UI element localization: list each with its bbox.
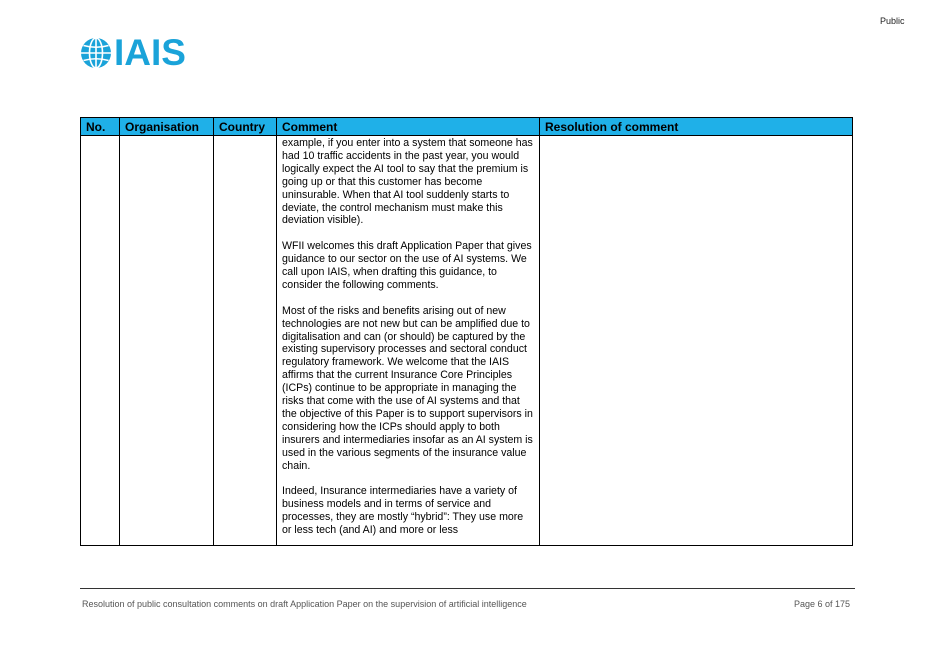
iais-logo bbox=[80, 32, 186, 73]
comment-paragraph: example, if you enter into a system that someone has had 10 traffic accidents in the past year, you would logically expect the AI tool to say that the premium is going up or that this customer has become uninsurable. When that AI tool suddenly starts to deviate, the control mechanism must make this deviation visible). bbox=[282, 137, 533, 227]
column-header-country: Country bbox=[214, 118, 277, 136]
cell-no bbox=[81, 136, 120, 546]
column-header-no: No. bbox=[81, 118, 120, 136]
cell-resolution bbox=[540, 136, 853, 546]
footer-page-number: Page 6 of 175 bbox=[794, 599, 851, 609]
table-row bbox=[81, 136, 853, 546]
column-header-comment: Comment bbox=[277, 118, 540, 136]
comment-paragraph: WFII welcomes this draft Application Paper that gives guidance to our sector on the use of AI systems. We call upon IAIS, when drafting this guidance, to consider the following comments. bbox=[282, 240, 532, 291]
table-header-row bbox=[81, 118, 853, 136]
footer-document-title: Resolution of public consultation comments on draft Application Paper on the supervision of artificial intelligence bbox=[82, 599, 527, 609]
footer-divider bbox=[80, 588, 855, 589]
globe-icon bbox=[80, 37, 112, 69]
comment-paragraph: Most of the risks and benefits arising out of new technologies are not new but can be amplified due to digitalisation and can (or should) be captured by the existing supervisory processes and sectoral conduct regulatory framework. We welcome that the IAIS affirms that the current Insurance Core Principles (ICPs) continue to be appropriate in managing the risks that come with the use of AI systems and that the objective of this Paper is to support supervisors in considering how the ICPs should apply to both insurers and intermediaries insofar as an AI system is used in the various segments of the insurance value chain. bbox=[282, 304, 533, 472]
column-header-resolution: Resolution of comment bbox=[540, 118, 853, 136]
logo-text: IAIS bbox=[114, 32, 186, 73]
classification-label: Public bbox=[880, 16, 905, 26]
cell-comment bbox=[277, 136, 540, 546]
column-header-organisation: Organisation bbox=[120, 118, 214, 136]
comments-table bbox=[80, 117, 853, 546]
cell-organisation bbox=[120, 136, 214, 546]
cell-country bbox=[214, 136, 277, 546]
comment-paragraph: Indeed, Insurance intermediaries have a variety of business models and in terms of service and processes, they are mostly “hybrid”: They use more or less tech (and AI) and more or less bbox=[282, 485, 524, 537]
